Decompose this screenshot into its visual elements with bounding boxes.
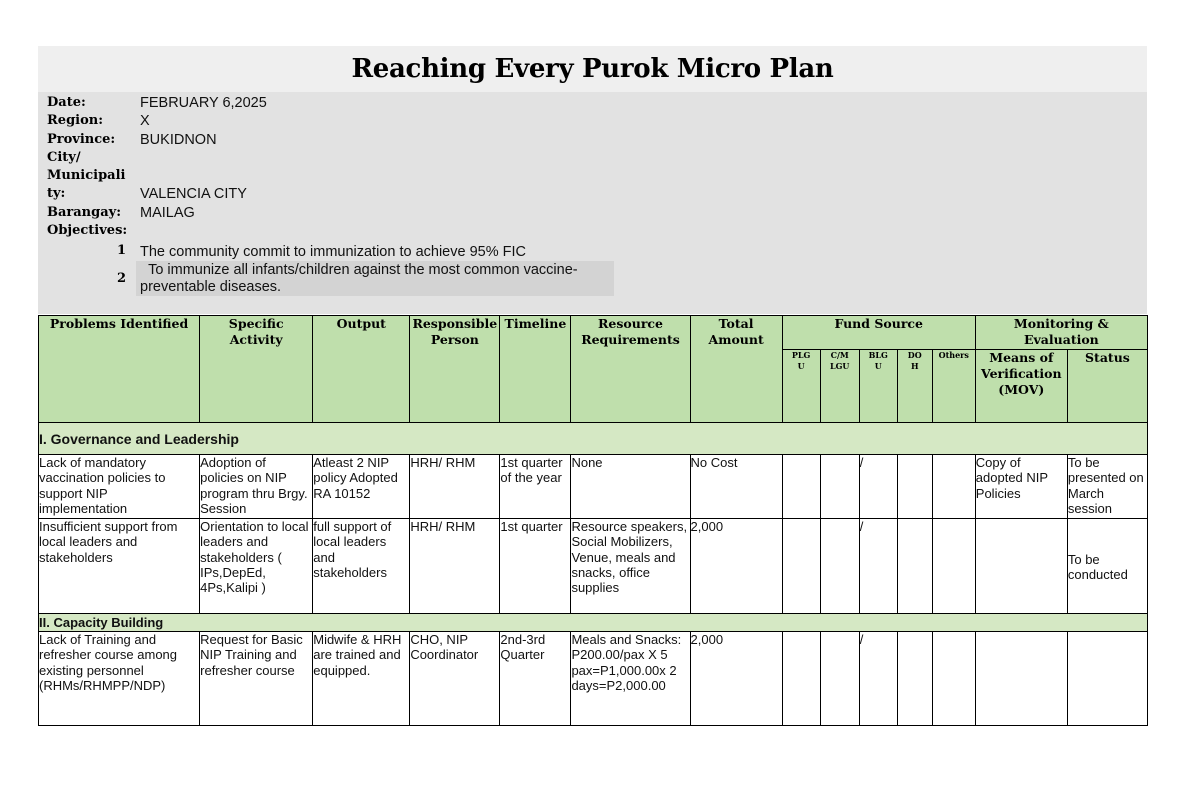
table-row — [39, 632, 1148, 726]
header-problems: Problems Identified — [39, 316, 200, 423]
cell-activity: Request for Basic NIP Training and refresher course — [200, 632, 313, 726]
cell-amount: 2,000 — [690, 632, 782, 726]
cell-mov — [975, 519, 1067, 614]
cell-problem: Lack of Training and refresher course among existing personnel (RHMs/RHMPP/NDP) — [39, 632, 200, 726]
province-label: Province: — [47, 132, 116, 147]
header-cmlgu: C/MLGU — [820, 350, 859, 423]
cell-cmlgu — [820, 455, 859, 519]
city-value: VALENCIA CITY — [140, 186, 247, 202]
cell-status: To be conducted — [1067, 519, 1147, 614]
cell-others — [932, 455, 975, 519]
objective-number: 1 — [116, 243, 126, 258]
cell-output: Atleast 2 NIP policy Adopted RA 10152 — [313, 455, 410, 519]
title-band — [38, 46, 1147, 92]
cell-doh — [897, 519, 932, 614]
cell-blgu: / — [859, 519, 897, 614]
cell-responsible: CHO, NIP Coordinator — [410, 632, 500, 726]
cell-responsible: HRH/ RHM — [410, 519, 500, 614]
cell-mov: Copy of adopted NIP Policies — [975, 455, 1067, 519]
cell-blgu: / — [859, 632, 897, 726]
cell-others — [932, 519, 975, 614]
region-value: X — [140, 113, 150, 129]
cell-timeline: 1st quarter — [500, 519, 571, 614]
cell-resource: Resource speakers, Social Mobilizers, Venue, meals and snacks, office supplies — [571, 519, 690, 614]
header-means-of-verification: Means of Verification (MOV) — [975, 350, 1067, 423]
cell-others — [932, 632, 975, 726]
header-responsible-person: Responsible Person — [410, 316, 500, 423]
cell-cmlgu — [820, 519, 859, 614]
objectives-label: Objectives: — [47, 223, 128, 238]
header-output: Output — [313, 316, 410, 423]
cell-output: full support of local leaders and stakeholders — [313, 519, 410, 614]
province-value: BUKIDNON — [140, 132, 217, 148]
header-status: Status — [1067, 350, 1147, 423]
micro-plan-table — [38, 315, 1148, 726]
cell-doh — [897, 632, 932, 726]
cell-output: Midwife & HRH are trained and equipped. — [313, 632, 410, 726]
header-doh: DOH — [897, 350, 932, 423]
cell-resource: Meals and Snacks: P200.00/pax X 5 pax=P1,000.00x 2 days=P2,000.00 — [571, 632, 690, 726]
date-label: Date: — [47, 95, 86, 110]
table-row — [39, 455, 1148, 519]
page-title: Reaching Every Purok Micro Plan — [351, 54, 834, 84]
header-timeline: Timeline — [500, 316, 571, 423]
barangay-label: Barangay: — [47, 205, 122, 220]
header-plgu: PLGU — [782, 350, 820, 423]
table-row — [39, 519, 1148, 614]
cell-resource: None — [571, 455, 690, 519]
objective-text: The community commit to immunization to achieve 95% FIC — [140, 244, 526, 260]
cell-amount: 2,000 — [690, 519, 782, 614]
cell-timeline: 1st quarter of the year — [500, 455, 571, 519]
cell-problem: Insufficient support from local leaders and stakeholders — [39, 519, 200, 614]
region-label: Region: — [47, 113, 104, 128]
header-fund-source: Fund Source — [782, 316, 975, 350]
objective-text: To immunize all infants/children against the most common vaccine-preventable diseases. — [140, 262, 578, 295]
section-heading-capacity-building: II. Capacity Building — [39, 614, 1148, 632]
cell-timeline: 2nd-3rd Quarter — [500, 632, 571, 726]
header-monitoring-evaluation: Monitoring & Evaluation — [975, 316, 1147, 350]
cell-doh — [897, 455, 932, 519]
objective-number: 2 — [116, 271, 126, 286]
header-specific-activity: Specific Activity — [200, 316, 313, 423]
cell-mov — [975, 632, 1067, 726]
cell-plgu — [782, 632, 820, 726]
section-heading-governance: I. Governance and Leadership — [39, 423, 1148, 455]
header-blgu: BLGU — [859, 350, 897, 423]
barangay-value: MAILAG — [140, 205, 195, 221]
date-value: FEBRUARY 6,2025 — [140, 95, 267, 111]
header-others: Others — [932, 350, 975, 423]
cell-cmlgu — [820, 632, 859, 726]
cell-status: To be presented on March session — [1067, 455, 1147, 519]
city-label-line2: Municipali — [47, 168, 126, 183]
header-resource-requirements: Resource Requirements — [571, 316, 690, 423]
city-label-line1: City/ — [47, 150, 81, 165]
cell-problem: Lack of mandatory vaccination policies to support NIP implementation — [39, 455, 200, 519]
cell-blgu: / — [859, 455, 897, 519]
cell-responsible: HRH/ RHM — [410, 455, 500, 519]
cell-plgu — [782, 519, 820, 614]
city-label-line3: ty: — [47, 186, 66, 201]
cell-activity: Orientation to local leaders and stakeholders ( IPs,DepEd, 4Ps,Kalipi ) — [200, 519, 313, 614]
cell-activity: Adoption of policies on NIP program thru Brgy. Session — [200, 455, 313, 519]
cell-amount: No Cost — [690, 455, 782, 519]
cell-plgu — [782, 455, 820, 519]
cell-status — [1067, 632, 1147, 726]
header-total-amount: Total Amount — [690, 316, 782, 423]
